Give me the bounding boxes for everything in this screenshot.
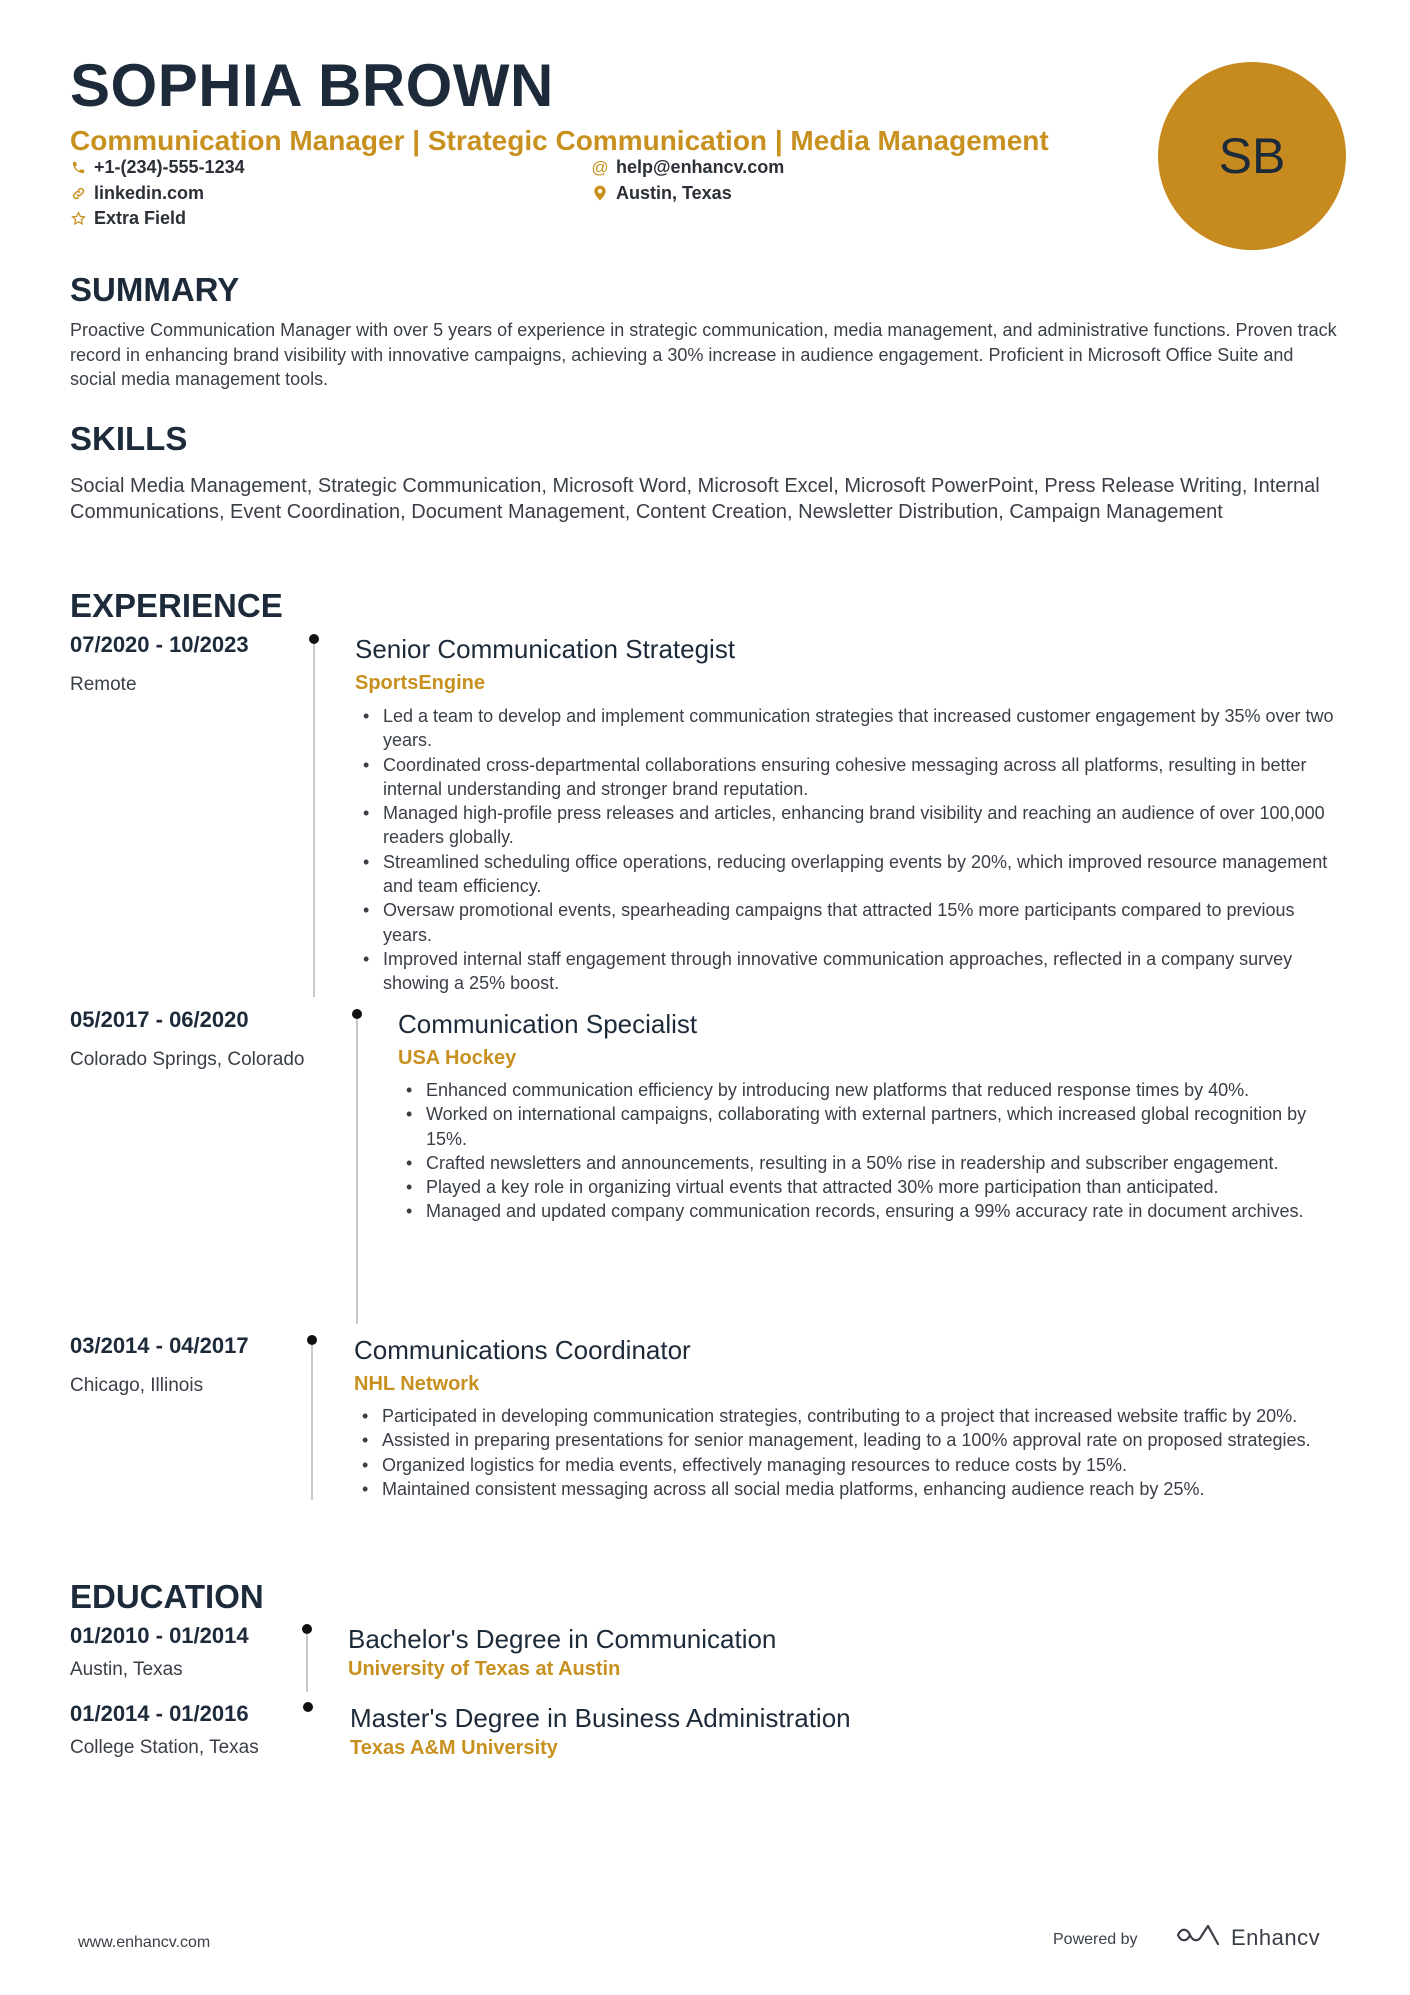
contact-phone-text: +1-(234)-555-1234 bbox=[94, 157, 245, 177]
timeline-dot bbox=[302, 1624, 312, 1634]
skills-text: Social Media Management, Strategic Communication, Microsoft Word, Microsoft Excel, Microsoft PowerPoint, Press Release Writing, Internal Communications, Event Coordination, Document Management, Content Creation, Newsletter Distribution, Campaign Management bbox=[70, 475, 1320, 523]
timeline-dot bbox=[352, 1009, 362, 1019]
avatar bbox=[1158, 62, 1346, 250]
experience-bullet: • Crafted newsletters and announcements, resulting in a 50% rise in readership and subscriber engagement. bbox=[398, 1151, 1346, 1175]
experience-company: NHL Network bbox=[354, 1373, 480, 1395]
experience-location: Colorado Springs, Colorado bbox=[70, 1049, 305, 1070]
education-degree: Bachelor's Degree in Communication bbox=[348, 1624, 777, 1654]
experience-location: Remote bbox=[70, 674, 137, 695]
contact-email-text: help@enhancv.com bbox=[616, 157, 785, 177]
experience-role: Communications Coordinator bbox=[354, 1335, 691, 1365]
education-location: College Station, Texas bbox=[70, 1737, 259, 1758]
education-location: Austin, Texas bbox=[70, 1659, 183, 1680]
experience-bullet: • Participated in developing communication strategies, contributing to a project that increased website traffic by 20%. bbox=[354, 1404, 1346, 1428]
summary-text: Proactive Communication Manager with over 5 years of experience in strategic communication, media management, and administrative functions. Proven track record in enhancing brand visibility with innovative campaigns, achieving a 30% increase in audience engagement. Proficient in Microsoft Office Suite and social media management tools. bbox=[70, 320, 1337, 389]
candidate-headline: Communication Manager | Strategic Communication | Media Management bbox=[70, 125, 1049, 156]
experience-company: USA Hockey bbox=[398, 1047, 517, 1069]
experience-bullet: • Managed high-profile press releases and articles, enhancing brand visibility and reaching an audience of over 100,000 readers globally. bbox=[355, 801, 1345, 850]
timeline-dot bbox=[303, 1702, 313, 1712]
experience-bullet: • Streamlined scheduling office operations, reducing overlapping events by 20%, which improved resource management and team efficiency. bbox=[355, 850, 1345, 899]
experience-company: SportsEngine bbox=[355, 672, 486, 694]
contact-extra-text: Extra Field bbox=[94, 208, 187, 228]
phone-icon bbox=[70, 159, 86, 175]
contact-phone bbox=[70, 158, 245, 176]
experience-title: EXPERIENCE bbox=[70, 587, 283, 624]
skills-title: SKILLS bbox=[70, 420, 188, 457]
contact-location bbox=[592, 184, 732, 202]
timeline-line bbox=[306, 1634, 308, 1692]
at-icon: @ bbox=[591, 157, 609, 177]
summary-title: SUMMARY bbox=[70, 271, 240, 308]
experience-bullet: • Assisted in preparing presentations for senior management, leading to a 100% approval rate on proposed strategies. bbox=[354, 1428, 1346, 1452]
education-dates: 01/2014 - 01/2016 bbox=[70, 1701, 249, 1726]
footer-logo[interactable] bbox=[1175, 1922, 1320, 1953]
location-pin-icon bbox=[592, 185, 608, 201]
experience-dates: 03/2014 - 04/2017 bbox=[70, 1333, 249, 1358]
experience-bullets bbox=[354, 1404, 1346, 1501]
experience-bullet: • Managed and updated company communication records, ensuring a 99% accuracy rate in document archives. bbox=[398, 1199, 1346, 1223]
timeline-dot bbox=[309, 634, 319, 644]
enhancv-logo-icon bbox=[1175, 1922, 1221, 1953]
experience-bullets bbox=[355, 704, 1345, 996]
education-degree: Master's Degree in Business Administration bbox=[350, 1703, 851, 1733]
experience-bullet: • Played a key role in organizing virtual events that attracted 30% more participation than anticipated. bbox=[398, 1175, 1346, 1199]
education-school: Texas A&M University bbox=[350, 1737, 558, 1759]
experience-bullet: • Maintained consistent messaging across all social media platforms, enhancing audience reach by 25%. bbox=[354, 1477, 1346, 1501]
link-icon bbox=[70, 185, 86, 201]
experience-bullets bbox=[398, 1078, 1346, 1224]
experience-location: Chicago, Illinois bbox=[70, 1375, 204, 1396]
footer-powered-by: Powered by bbox=[1053, 1931, 1138, 1948]
experience-bullet: • Improved internal staff engagement through innovative communication approaches, reflected in a company survey showing a 25% boost. bbox=[355, 947, 1345, 996]
timeline-dot bbox=[307, 1335, 317, 1345]
timeline-line bbox=[313, 644, 315, 997]
experience-bullet: • Organized logistics for media events, effectively managing resources to reduce costs by 15%. bbox=[354, 1453, 1346, 1477]
experience-dates: 05/2017 - 06/2020 bbox=[70, 1007, 249, 1032]
star-icon bbox=[70, 210, 86, 226]
timeline-line bbox=[311, 1345, 313, 1500]
contact-location-text: Austin, Texas bbox=[616, 183, 732, 203]
experience-bullet: • Worked on international campaigns, collaborating with external partners, which increased global recognition by 15%. bbox=[398, 1102, 1346, 1151]
experience-role: Communication Specialist bbox=[398, 1009, 698, 1039]
contact-linkedin-text: linkedin.com bbox=[94, 183, 205, 203]
experience-bullet: • Oversaw promotional events, spearheading campaigns that attracted 15% more participants compared to previous years. bbox=[355, 898, 1345, 947]
footer-website[interactable]: www.enhancv.com bbox=[78, 1934, 211, 1951]
contact-extra bbox=[70, 209, 186, 227]
contact-email bbox=[592, 158, 784, 176]
avatar-initials: SB bbox=[1218, 128, 1286, 184]
experience-bullet: • Enhanced communication efficiency by introducing new platforms that reduced response times by 40%. bbox=[398, 1078, 1346, 1102]
contact-linkedin bbox=[70, 184, 204, 202]
footer-brand: Enhancv bbox=[1231, 1924, 1321, 1950]
candidate-name: SOPHIA BROWN bbox=[70, 52, 554, 119]
experience-bullet: • Coordinated cross-departmental collaborations ensuring cohesive messaging across all platforms, resulting in better internal understanding and stronger brand reputation. bbox=[355, 753, 1345, 802]
education-school: University of Texas at Austin bbox=[348, 1658, 621, 1680]
education-dates: 01/2010 - 01/2014 bbox=[70, 1623, 249, 1648]
experience-role: Senior Communication Strategist bbox=[355, 634, 736, 664]
experience-bullet: • Led a team to develop and implement communication strategies that increased customer engagement by 35% over two years. bbox=[355, 704, 1345, 753]
experience-dates: 07/2020 - 10/2023 bbox=[70, 632, 249, 657]
timeline-line bbox=[356, 1019, 358, 1324]
education-title: EDUCATION bbox=[70, 1578, 264, 1615]
